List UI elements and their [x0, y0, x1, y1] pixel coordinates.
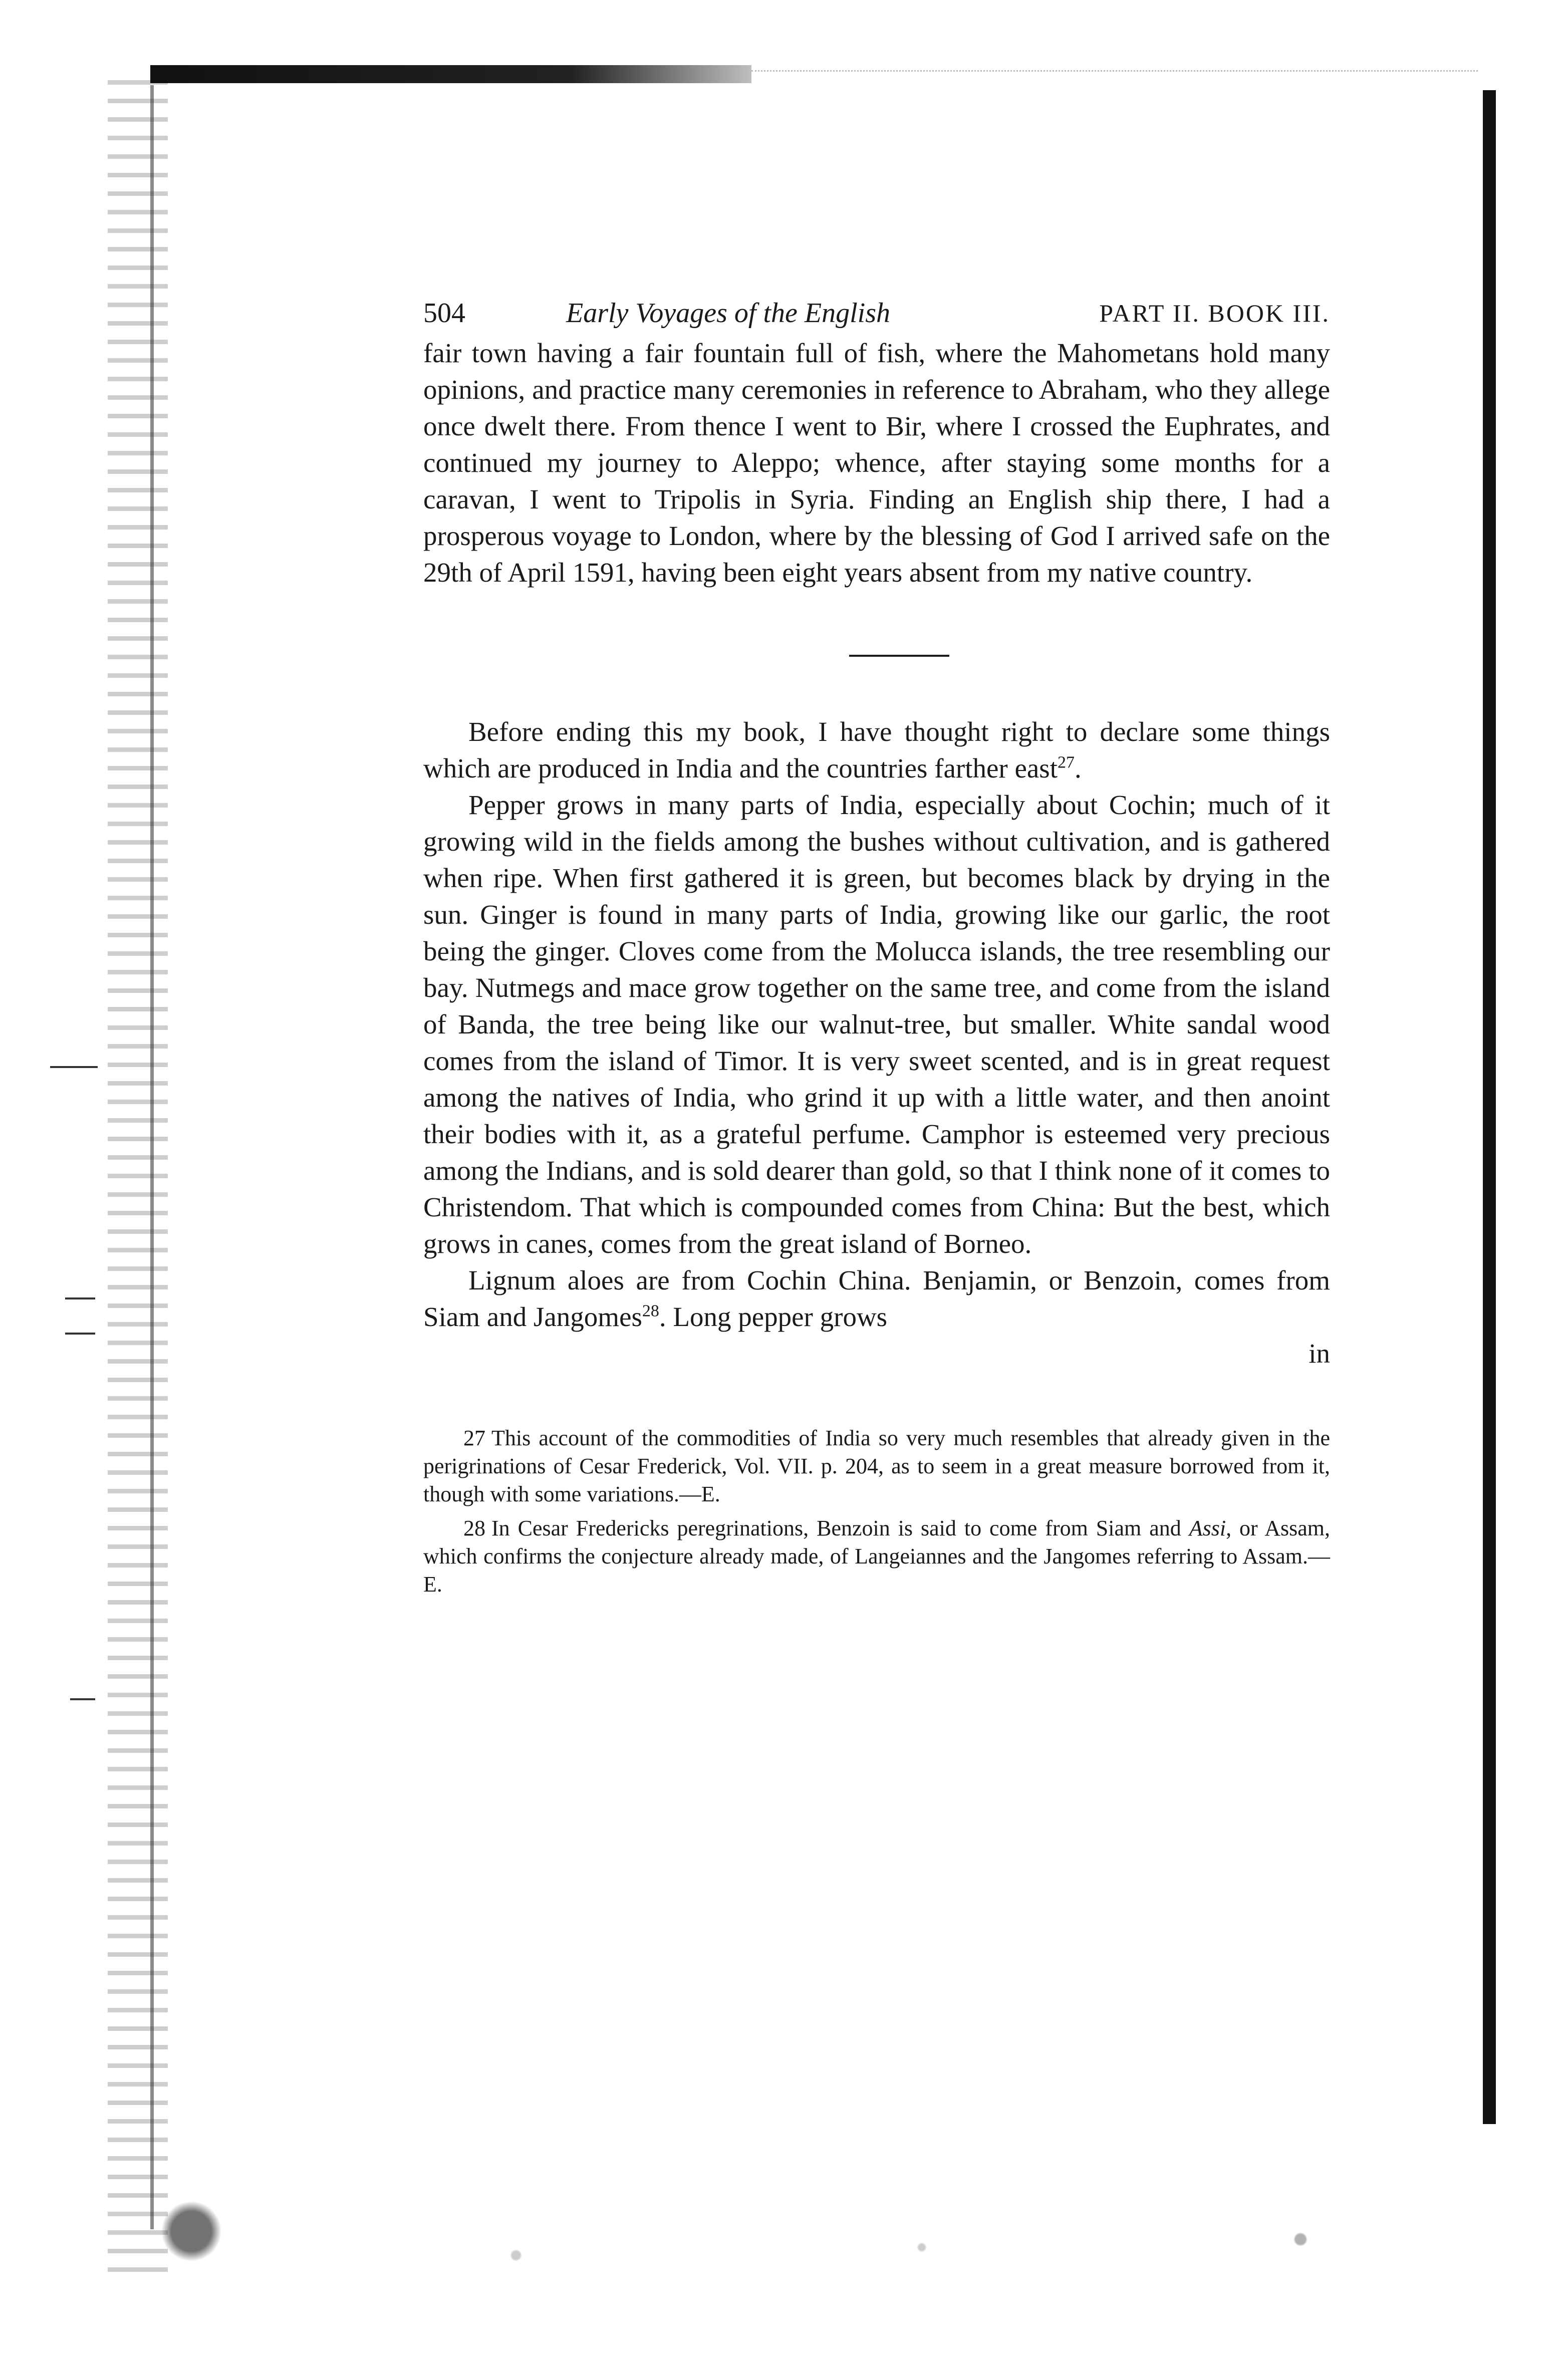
- footnote-ref-28: 28: [642, 1301, 659, 1321]
- paragraph-intro-text: Before ending this my book, I have thought right to declare some things which are produced in India and the countries farther east: [423, 716, 1330, 783]
- page-number: 504: [423, 298, 465, 329]
- running-title: Early Voyages of the English: [566, 298, 891, 329]
- margin-tick: [50, 1066, 98, 1068]
- book-page: [423, 296, 1330, 1605]
- paragraph-aloes-end: . Long pepper grows: [659, 1301, 888, 1332]
- paragraph-aloes: [423, 1262, 1330, 1335]
- footnote-text-end: , or Assam, which confirms the conjecture already made, of Langeiannes and the Jangomes referring to Assam.—E.: [423, 1516, 1331, 1597]
- scan-right-edge: [1483, 90, 1496, 2124]
- margin-tick: [70, 1698, 95, 1700]
- commodities-section: [423, 713, 1330, 1372]
- scan-left-edge: [150, 85, 154, 2229]
- footnote-28: [423, 1514, 1330, 1599]
- footnote-text: In Cesar Fredericks peregrinations, Benzoin is said to come from Siam and: [491, 1516, 1189, 1540]
- footnote-27: [423, 1424, 1330, 1508]
- scan-binding-shadow: [108, 80, 168, 2274]
- margin-tick: [65, 1297, 95, 1299]
- margin-tick: [65, 1333, 95, 1335]
- paragraph-intro: [423, 713, 1330, 787]
- running-head: [423, 296, 1330, 331]
- paragraph-intro-end: .: [1075, 753, 1082, 783]
- footnote-number: 28: [463, 1516, 485, 1540]
- part-book-label: PART II. BOOK III.: [1099, 299, 1330, 327]
- paragraph-spices: Pepper grows in many parts of India, especially about Cochin; much of it growing wild in the fields among the bushes without cultivation, and is gathered when ripe. When first gathered it is green, but becomes black by drying in the sun. Ginger is found in many parts of India, growing like our garlic, the root being the ginger. Cloves come from the Molucca islands, the tree resembling our bay. Nutmegs and mace grow together on the same tree, and come from the island of Banda, the tree being like our walnut-tree, but smaller. White sandal wood comes from the island of Timor. It is very sweet scented, and is in great request among the natives of India, who grind it up with a little water, and then anoint their bodies with it, as a grateful perfume. Camphor is esteemed very precious among the Indians, and is sold dearer than gold, so that I think none of it comes to Christendom. That which is compounded comes from China: But the best, which grows in canes, comes from the great island of Borneo.: [423, 790, 1330, 1259]
- footnotes: [423, 1424, 1330, 1599]
- opening-paragraph: fair town having a fair fountain full of fish, where the Mahometans hold many opinions, and practice many ceremonies in reference to Abraham, who they allege once dwelt there. From thence I went to Bir, where I crossed the Euphrates, and continued my journey to Aleppo; whence, after staying some months for a caravan, I went to Tripolis in Syria. Finding an English ship there, I had a prosperous voyage to London, where by the blessing of God I arrived safe on the 29th of April 1591, having been eight years absent from my native country.: [423, 338, 1330, 588]
- scan-top-edge: [150, 65, 751, 83]
- section-divider: [849, 655, 949, 657]
- footnote-number: 27: [463, 1426, 485, 1450]
- footnote-text: This account of the commodities of India so very much resembles that already given in the perigrinations of Cesar Frederick, Vol. VII. p. 204, as to seem in a great measure borrowed from it, though with some variations.—E.: [423, 1426, 1330, 1506]
- footnote-ref-27: 27: [1058, 753, 1075, 772]
- paragraph-aloes-text: Lignum aloes are from Cochin China. Benjamin, or Benzoin, comes from Siam and Jangomes: [423, 1265, 1330, 1332]
- scan-bottom-noise: [110, 2199, 1463, 2279]
- scan-top-speckle: [751, 70, 1478, 77]
- footnote-italic-word: Assi: [1189, 1516, 1226, 1540]
- catchword: in: [1309, 1338, 1330, 1369]
